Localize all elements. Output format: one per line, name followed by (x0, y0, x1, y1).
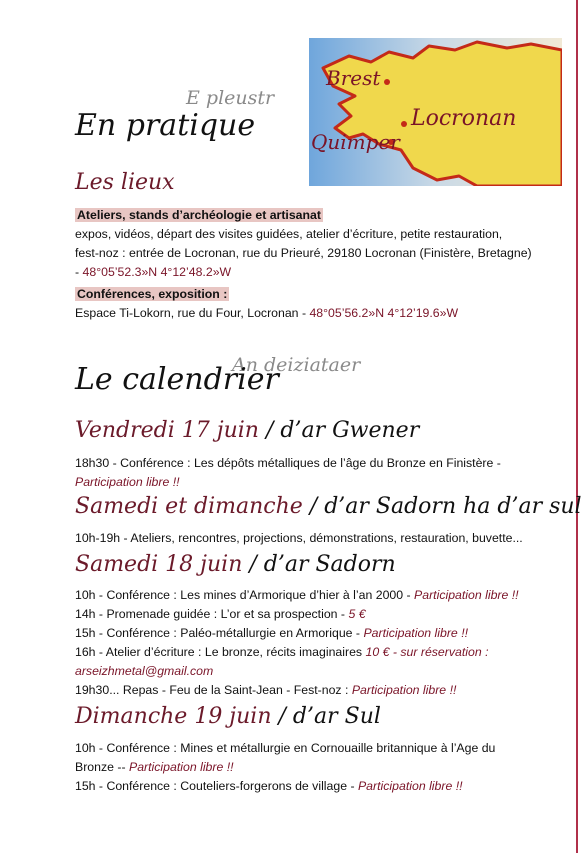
brittany-map (309, 38, 562, 186)
conferences-coords[interactable]: 48°05’56.2»N 4°12’19.6»W (309, 306, 459, 320)
day-br-weekend: / d’ar Sadorn ha d’ar sul (302, 494, 582, 519)
day-br-vendredi: / d’ar Gwener (258, 418, 420, 443)
conferences-address: Espace Ti-Lokorn, rue du Four, Locronan - (75, 306, 310, 320)
lieux-heading: Les lieux (75, 170, 175, 195)
day-fr-vendredi: Vendredi 17 juin (75, 418, 259, 443)
day-fr-weekend: Samedi et dimanche (75, 494, 303, 519)
list-item: Participation libre !! (75, 475, 180, 489)
day-lines-vendredi (75, 454, 501, 492)
calendrier-breton-subtitle: An deiziataer (232, 354, 361, 376)
day-lines-samedi (75, 586, 519, 700)
list-item: 18h30 - Conférence : Les dépôts métalliques de l’âge du Bronze en Finistère - (75, 456, 501, 470)
ateliers-coords-line (75, 263, 532, 282)
ateliers-line-1: expos, vidéos, départ des visites guidées, atelier d’écriture, petite restauration, (75, 227, 503, 241)
map-label-locronan: Locronan (411, 106, 517, 131)
day-br-dimanche: / d’ar Sul (271, 704, 381, 729)
day-heading-vendredi (75, 418, 419, 443)
ateliers-line-2: fest-noz : entrée de Locronan, rue du Prieuré, 29180 Locronan (Finistère, Bretagne) (75, 246, 532, 260)
ateliers-coords-prefix: - (75, 265, 83, 279)
day-fr-dimanche: Dimanche 19 juin (75, 704, 272, 729)
ateliers-coords[interactable]: 48°05’52.3»N 4°12’48.2»W (82, 265, 232, 279)
calendrier-heading: Le calendrier (75, 362, 279, 397)
conferences-heading: Conférences, exposition : (77, 287, 228, 301)
page-edge-border (576, 0, 587, 853)
day-heading-samedi (75, 552, 396, 577)
en-pratique-heading: En pratique (75, 108, 256, 143)
list-item: Bronze -- Participation libre !! (75, 760, 234, 774)
day-lines-weekend (75, 529, 523, 548)
map-label-brest: Brest (326, 66, 381, 90)
list-item: 16h - Atelier d’écriture : Le bronze, récits imaginaires 10 € - sur réservation : (75, 645, 489, 659)
en-pratique-breton-subtitle: E pleustr (186, 87, 275, 109)
ateliers-heading: Ateliers, stands d’archéologie et artisanat (77, 208, 321, 222)
day-br-samedi: / d’ar Sadorn (242, 552, 396, 577)
list-item: 19h30... Repas - Feu de la Saint-Jean - Fest-noz : Participation libre !! (75, 683, 457, 697)
list-item[interactable]: arseizhmetal@gmail.com (75, 664, 214, 678)
list-item: 14h - Promenade guidée : L’or et sa prospection - 5 € (75, 607, 366, 621)
day-fr-samedi: Samedi 18 juin (75, 552, 243, 577)
day-heading-dimanche (75, 704, 381, 729)
list-item: 15h - Conférence : Paléo-métallurgie en Armorique - Participation libre !! (75, 626, 469, 640)
list-item: 10h - Conférence : Mines et métallurgie en Cornouaille britannique à l’Age du (75, 741, 496, 755)
day-heading-weekend (75, 494, 582, 519)
conferences-address-line (75, 304, 532, 323)
list-item: 15h - Conférence : Couteliers-forgerons de village - Participation libre !! (75, 779, 463, 793)
list-item: 10h - Conférence : Les mines d’Armorique d’hier à l’an 2000 - Participation libre !! (75, 588, 519, 602)
lieux-block (75, 206, 532, 323)
map-label-quimper: Quimper (311, 130, 400, 154)
day-lines-dimanche (75, 739, 495, 796)
list-item: 10h-19h - Ateliers, rencontres, projections, démonstrations, restauration, buvette... (75, 531, 523, 545)
